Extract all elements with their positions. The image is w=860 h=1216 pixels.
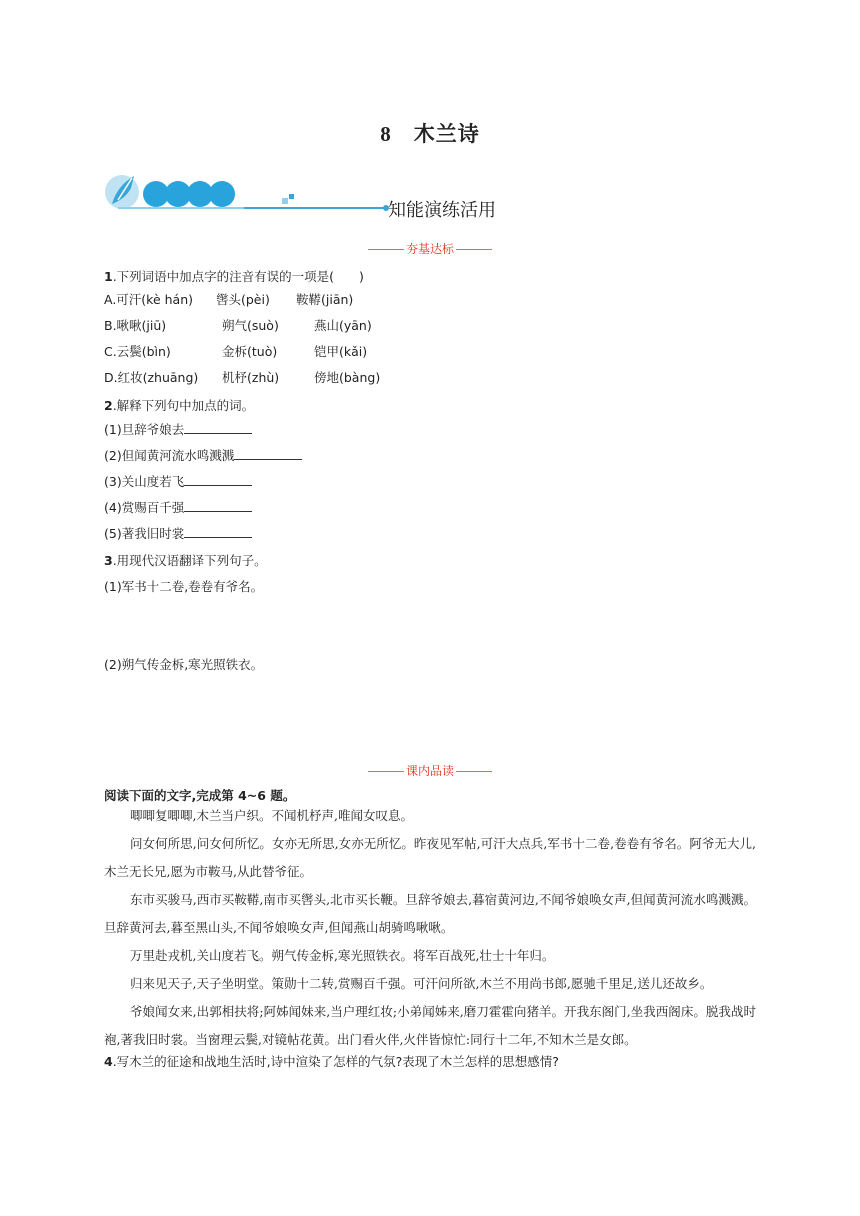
option-d-3: 傍地(bàng)	[314, 370, 381, 385]
question-2-item-2: (2)但闻黄河流水鸣溅溅	[104, 446, 302, 464]
option-b-1: B.啾啾(jiū)	[104, 318, 167, 333]
question-4-stem: 4.写木兰的征途和战地生活时,诗中渲染了怎样的气氛?表现了木兰怎样的思想感情?	[104, 1054, 559, 1069]
page-title	[0, 118, 860, 148]
option-c-2: 金柝(tuò)	[222, 344, 278, 359]
answer-blank[interactable]	[234, 447, 302, 460]
section-header-reading: 课内品读	[0, 762, 860, 779]
option-c-3: 铠甲(kǎi)	[314, 344, 368, 359]
question-1-stem: 1.下列词语中加点字的注音有误的一项是( )	[104, 269, 364, 284]
reading-intro: 阅读下面的文字,完成第 4~6 题。	[104, 788, 296, 803]
passage-paragraph: 问女何所思,问女何所忆。女亦无所思,女亦无所忆。昨夜见军帖,可汗大点兵,军书十二卷,卷卷有爷名。阿爷无大儿,木兰无长兄,愿为市鞍马,从此替爷征。	[104, 836, 756, 879]
option-c-1: C.云鬓(bìn)	[104, 344, 171, 359]
passage-paragraph: 万里赴戎机,关山度若飞。朔气传金柝,寒光照铁衣。将军百战死,壮士十年归。	[130, 948, 555, 963]
question-3-item-2: (2)朔气传金柝,寒光照铁衣。	[104, 657, 264, 672]
lesson-title: 木兰诗	[413, 122, 480, 146]
answer-blank[interactable]	[184, 421, 252, 434]
question-2-item-1: (1)旦辞爷娘去	[104, 420, 252, 438]
passage-paragraph: 爷娘闻女来,出郭相扶将;阿姊闻妹来,当户理红妆;小弟闻姊来,磨刀霍霍向猪羊。开我东阁门,坐我西阁床。脱我战时袍,著我旧时裳。当窗理云鬓,对镜帖花黄。出门看火伴,火伴皆惊忙:同行十二年,不知木兰是女郎。	[104, 1004, 756, 1047]
option-b-2: 朔气(suò)	[222, 318, 279, 333]
passage-paragraph: 唧唧复唧唧,木兰当户织。不闻机杼声,唯闻女叹息。	[130, 808, 413, 823]
answer-blank[interactable]	[184, 525, 252, 538]
option-b-3: 燕山(yān)	[314, 318, 372, 333]
lesson-number: 8	[380, 122, 392, 146]
answer-blank[interactable]	[184, 473, 252, 486]
question-1-options	[104, 290, 604, 400]
question-2-stem: 2.解释下列句中加点的词。	[104, 398, 255, 413]
option-a-2: 辔头(pèi)	[216, 292, 270, 307]
question-3-stem: 3.用现代汉语翻译下列句子。	[104, 553, 267, 568]
option-d-1: D.红妆(zhuāng)	[104, 370, 199, 385]
option-a-1: A.可汗(kè hán)	[104, 292, 194, 307]
option-d-2: 机杼(zhù)	[222, 370, 280, 385]
banner-text: 知能演练活用	[388, 200, 496, 221]
section-header-basic: 夯基达标	[0, 240, 860, 257]
question-2-item-4: (4)赏赐百千强	[104, 498, 252, 516]
question-2-item-3: (3)关山度若飞	[104, 472, 252, 490]
option-a-3: 鞍鞯(jiān)	[296, 292, 354, 307]
answer-blank[interactable]	[184, 499, 252, 512]
passage-paragraph: 东市买骏马,西市买鞍鞯,南市买辔头,北市买长鞭。旦辞爷娘去,暮宿黄河边,不闻爷娘唤女声,但闻黄河流水鸣溅溅。旦辞黄河去,暮至黑山头,不闻爷娘唤女声,但闻燕山胡骑鸣啾啾。	[104, 892, 756, 935]
question-3-item-1: (1)军书十二卷,卷卷有爷名。	[104, 579, 264, 594]
reading-passage	[104, 802, 756, 1054]
question-2-item-5: (5)著我旧时裳	[104, 524, 252, 542]
pen-icon	[105, 175, 139, 209]
passage-paragraph: 归来见天子,天子坐明堂。策勋十二转,赏赐百千强。可汗问所欲,木兰不用尚书郎,愿驰千里足,送儿还故乡。	[130, 976, 713, 991]
